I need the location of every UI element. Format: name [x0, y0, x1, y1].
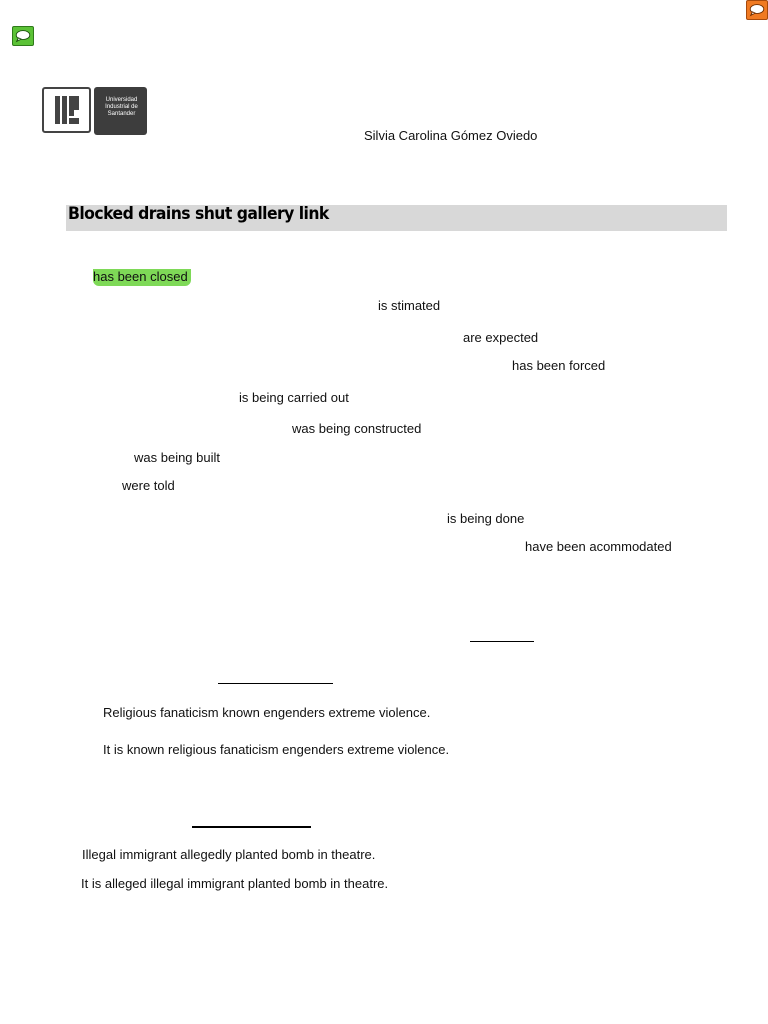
logo-mark — [42, 87, 91, 133]
answer: is stimated — [378, 298, 441, 313]
answer: were told — [122, 478, 175, 493]
university-logo — [42, 87, 147, 135]
answer: are expected — [463, 330, 539, 345]
document-title: Blocked drains shut gallery link — [68, 204, 329, 224]
answer: is being done — [447, 511, 525, 526]
sentence: Religious fanaticism known engenders extreme violence. — [103, 705, 431, 720]
answer: have been acommodated — [525, 539, 672, 554]
comment-icon[interactable] — [12, 26, 34, 46]
answer: was being constructed — [292, 421, 422, 436]
blank-line — [470, 641, 534, 642]
logo-text: Universidad Industrial de Santander — [94, 87, 147, 135]
author-name: Silvia Carolina Gómez Oviedo — [364, 128, 538, 143]
blank-line — [192, 826, 311, 828]
sentence: It is alleged illegal immigrant planted bomb in theatre. — [81, 876, 389, 891]
sentence: It is known religious fanaticism engenders extreme violence. — [103, 742, 450, 757]
answer: has been forced — [512, 358, 606, 373]
comment-icon[interactable] — [746, 0, 768, 20]
answer-highlighted: has been closed — [93, 269, 191, 286]
answer: was being built — [134, 450, 220, 465]
blank-line — [218, 683, 333, 684]
answer: is being carried out — [239, 390, 349, 405]
sentence: Illegal immigrant allegedly planted bomb in theatre. — [82, 847, 376, 862]
